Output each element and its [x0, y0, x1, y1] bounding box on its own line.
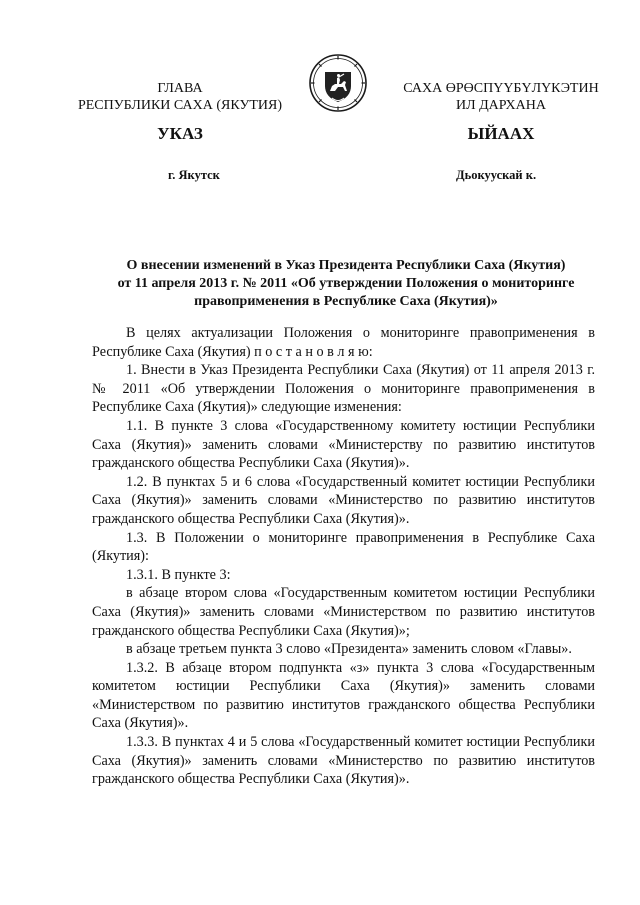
- doc-type-russian: УКАЗ: [157, 124, 203, 143]
- paragraph-1-3-1-b: в абзаце третьем пункта 3 слово «Президента» заменить словом «Главы».: [126, 641, 572, 658]
- paragraph-1-3-1: 1.3.1. В пункте 3:: [126, 566, 231, 583]
- city-sakha: Дьокуускай к.: [456, 168, 537, 182]
- issuer-title-sakha-line1: САХА ӨРӨСПҮҮБҮЛҮКЭТИН: [403, 81, 599, 96]
- paragraph-intro: [92, 324, 595, 361]
- paragraph-1-3-2: 1.3.2. В абзаце втором подпункта «з» пункта 3 слова «Государственным комитетом юстиции Республики Саха (Якутия)» заменить словами «Министерством по развитию институтов гражданского общества Республики Саха (Якутия)».: [92, 659, 595, 732]
- paragraph-1-3-1-a: в абзаце втором слова «Государственным комитетом юстиции Республики Саха (Якутия)» заменить словами «Министерством по развитию институтов гражданского общества Республики Саха (Якутия)»;: [92, 585, 595, 639]
- city-russian: г. Якутск: [168, 168, 220, 182]
- decree-title-line2: от 11 апреля 2013 г. № 2011 «Об утверждении Положения о мониторинге: [117, 276, 575, 291]
- paragraph-1-2: 1.2. В пунктах 5 и 6 слова «Государственный комитет юстиции Республики Саха (Якутия)» заменить словами «Министерство по развитию институтов гражданского общества Республики Саха (Якутия)».: [92, 473, 595, 527]
- issuer-title-line2: РЕСПУБЛИКИ САХА (ЯКУТИЯ): [77, 98, 283, 113]
- intro-spaced-verb: п о с т а н о в л я ю:: [254, 343, 373, 360]
- coat-of-arms-icon: [308, 53, 368, 113]
- decree-body: [92, 324, 595, 789]
- decree-title: [86, 257, 606, 311]
- issuer-block-russian: [70, 80, 290, 114]
- issuer-block-sakha: [385, 80, 617, 114]
- paragraph-1-3: 1.3. В Положении о мониторинге правоприменения в Республике Саха (Якутия):: [92, 529, 595, 565]
- paragraph-1: 1. Внести в Указ Президента Республики Саха (Якутия) от 11 апреля 2013 г. № 2011 «Об утверждении Положения о мониторинге правоприменения в Республике Саха (Якутия)» следующие изменения:: [92, 362, 595, 416]
- issuer-title-line1: ГЛАВА: [157, 81, 203, 96]
- paragraph-1-1: 1.1. В пункте 3 слова «Государственному комитету юстиции Республики Саха (Якутия)» заменить словами «Министерству по развитию институтов гражданского общества Республики Саха (Якутия)».: [92, 417, 595, 472]
- paragraph-1-3-3: 1.3.3. В пунктах 4 и 5 слова «Государственный комитет юстиции Республики Саха (Якутия)» заменить словами «Министерство по развитию институтов гражданского общества Республики Саха (Якутия)».: [92, 734, 595, 788]
- issuer-title-sakha-line2: ИЛ ДАРХАНА: [455, 98, 546, 113]
- decree-title-line3: правоприменения в Республике Саха (Якутия)»: [194, 294, 498, 309]
- decree-title-line1: О внесении изменений в Указ Президента Республики Саха (Якутия): [126, 258, 566, 273]
- doc-type-sakha: ЫЙААХ: [467, 124, 535, 143]
- intro-text: В целях актуализации Положения о мониторинге правоприменения в Республике Саха (Якутия): [92, 325, 595, 360]
